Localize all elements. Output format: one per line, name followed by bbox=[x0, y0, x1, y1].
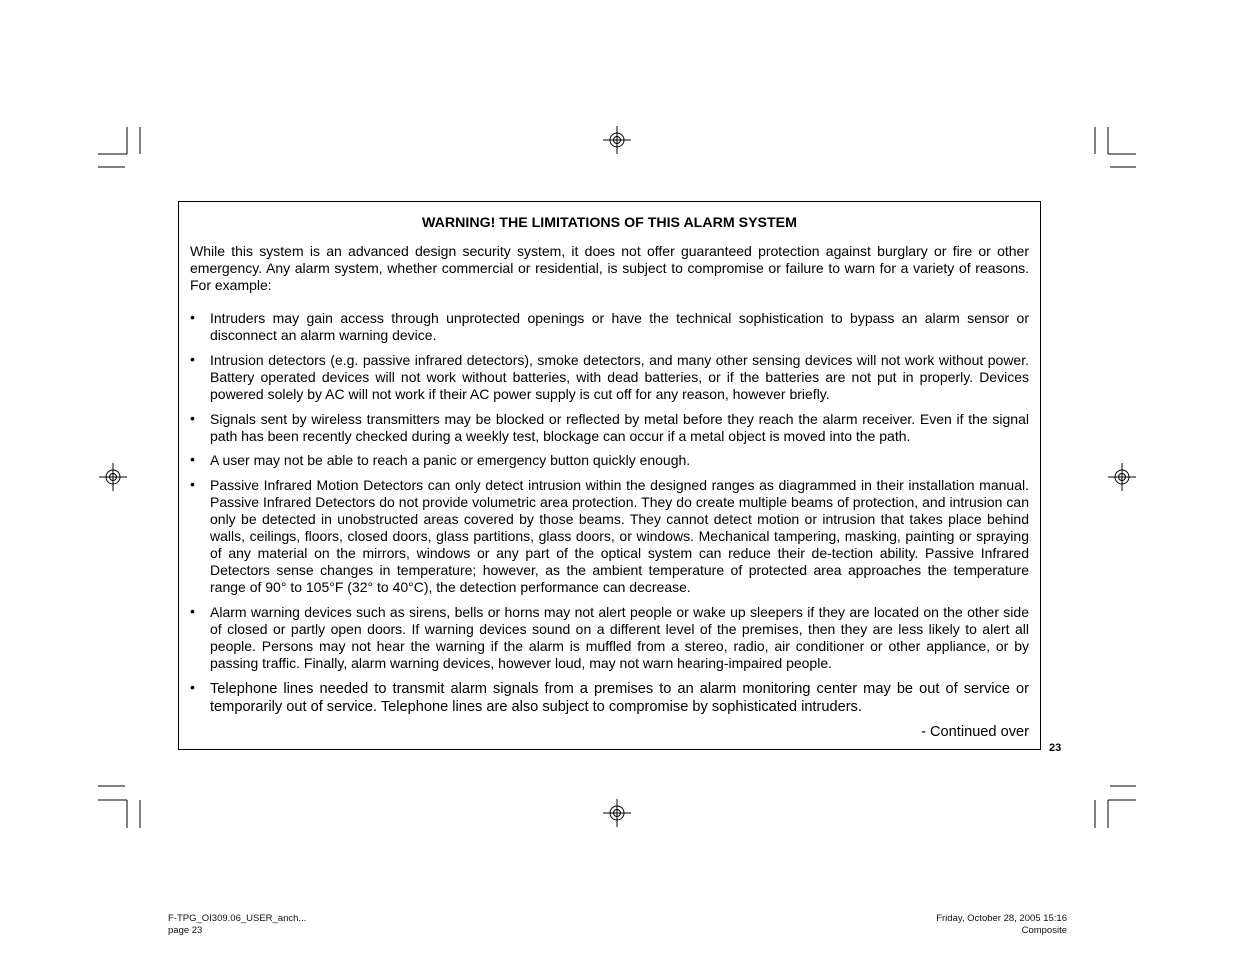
crop-mark-icon bbox=[1095, 786, 1136, 828]
list-item-text: A user may not be able to reach a panic or emergency button quickly enough. bbox=[210, 452, 691, 469]
bullet-icon: • bbox=[190, 350, 195, 367]
footer-mode: Composite bbox=[1021, 925, 1067, 936]
footer-datetime: Friday, October 28, 2005 15:16 bbox=[936, 913, 1067, 924]
bullet-icon: • bbox=[190, 409, 195, 426]
list-item bbox=[190, 310, 1029, 344]
list-item-text: Alarm warning devices such as sirens, bells or horns may not alert people or wake up sleepers if they are located on the other side of closed or partly open doors. If warning devices sound on a different level of the premises, then they are less likely to alert all people. Persons may not hear the warning if the alarm is muffled from a stereo, radio, air conditioner or other appliance, or by passing traffic. Finally, alarm warning devices, however loud, may not warn hearing-impaired people. bbox=[210, 603, 1029, 671]
crop-mark-icon bbox=[98, 786, 140, 828]
list-item-text: Passive Infrared Motion Detectors can only detect intrusion within the designed ranges as diagrammed in their installation manual. Passive Infrared Detectors do not provide volumetric area protection. They do create multiple beams of protection, and intrusion can only be detected in unobstructed areas covered by those beams. They cannot detect motion or intrusion that takes place behind walls, ceilings, floors, closed doors, glass partitions, glass doors, or windows. Mechanical tampering, masking, painting or spraying of any material on the mirrors, windows or any part of the optical system can reduce their de-tection ability. Passive Infrared Detectors sense changes in temperature; however, as the ambient temperature of protected area approaches the temperature range of 90° to 105°F (32° to 40°C), the detection performance can decrease. bbox=[210, 477, 1029, 596]
footer-right bbox=[936, 913, 1067, 937]
warning-list bbox=[190, 310, 1029, 716]
list-item bbox=[190, 352, 1029, 403]
list-item bbox=[190, 680, 1029, 716]
warning-box bbox=[178, 201, 1041, 750]
registration-crosshair-icon bbox=[603, 799, 631, 827]
bullet-icon: • bbox=[190, 451, 195, 468]
crop-mark-icon bbox=[1095, 127, 1136, 167]
bullet-icon: • bbox=[190, 476, 195, 493]
bullet-icon: • bbox=[190, 602, 195, 619]
registration-crosshair-icon bbox=[1108, 463, 1136, 491]
bullet-icon: • bbox=[190, 678, 195, 695]
list-item-text: Intruders may gain access through unprotected openings or have the technical sophistication to bypass an alarm sensor or disconnect an alarm warning device. bbox=[210, 310, 1029, 343]
footer-page: page 23 bbox=[168, 925, 203, 936]
list-item-text: Telephone lines needed to transmit alarm signals from a premises to an alarm monitoring center may be out of service or temporarily out of service. Telephone lines are also subject to compromise by sophisticated intruders. bbox=[210, 680, 1029, 715]
registration-crosshair-icon bbox=[99, 463, 127, 491]
footer-left bbox=[168, 913, 306, 937]
warning-intro: While this system is an advanced design security system, it does not offer guaranteed protection against burglary or fire or other emergency. Any alarm system, whether commercial or residential, is subject to compromise or failure to warn for a variety of reasons. For example: bbox=[190, 243, 1029, 293]
list-item bbox=[190, 452, 1029, 469]
page-number: 23 bbox=[1049, 742, 1062, 754]
footer-file-name: F-TPG_OI309.06_USER_anch... bbox=[168, 913, 307, 924]
list-item-text: Signals sent by wireless transmitters may be blocked or reflected by metal before they reach the alarm receiver. Even if the signal path has been recently checked during a weekly test, blockage can occur if a metal object is moved into the path. bbox=[210, 410, 1029, 444]
continued-note: - Continued over bbox=[921, 723, 1029, 740]
registration-crosshair-icon bbox=[603, 126, 631, 154]
list-item bbox=[190, 411, 1029, 445]
warning-title: WARNING! THE LIMITATIONS OF THIS ALARM SYSTEM bbox=[422, 215, 797, 231]
list-item bbox=[190, 477, 1029, 596]
list-item-text: Intrusion detectors (e.g. passive infrared detectors), smoke detectors, and many other sensing devices will not work without power. Battery operated devices will not work without batteries, with dead batteries, or if the batteries are not put in properly. Devices powered solely by AC will not work if their AC power supply is cut off for any reason, however briefly. bbox=[210, 351, 1029, 402]
crop-mark-icon bbox=[98, 127, 140, 167]
list-item bbox=[190, 604, 1029, 672]
bullet-icon: • bbox=[190, 309, 195, 325]
